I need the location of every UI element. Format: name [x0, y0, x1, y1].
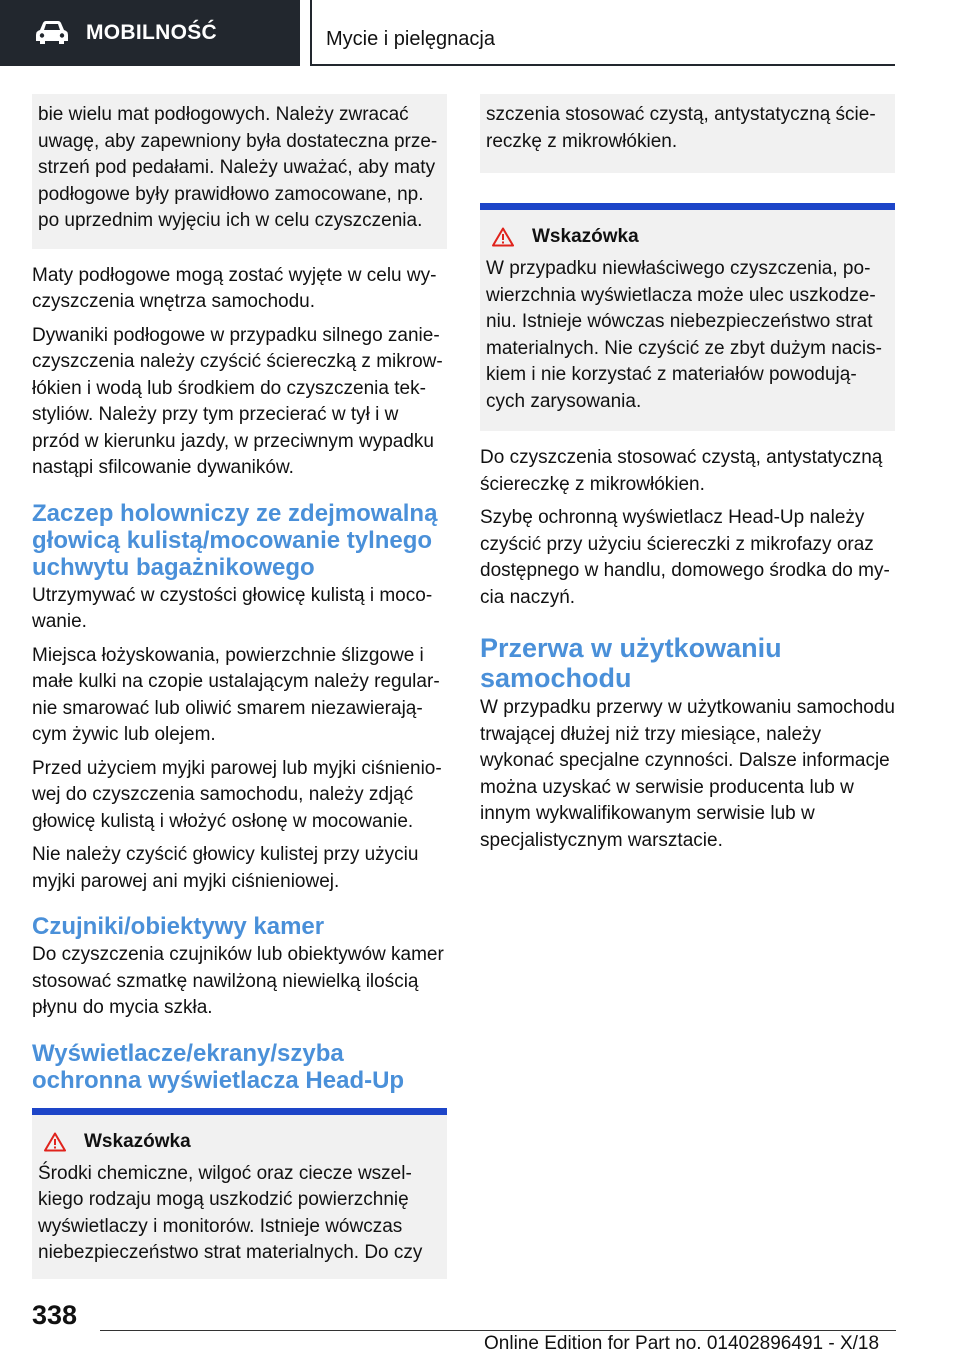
- heading-displays: Wyświetlacze/ekrany/szyba ochronna wyświetlacza Head-Up: [32, 1039, 405, 1094]
- continued-warning-box: [480, 94, 895, 173]
- continued-note-text: bie wielu mat podłogowych. Należy zwracać uwagę, aby zapewniony była dostateczna przestrzeń pod pedałami. Należy uważać, aby maty podłogowe były prawidłowo zamocowane, np. po uprzednim wyjęciu ich w celu czyszczenia.: [38, 104, 438, 231]
- header-chapter-title: Mycie i pielęgnacja: [326, 28, 495, 50]
- paragraph-storage: W przypadku przerwy w użytkowaniu samochodu trwającej dłużej niż trzy miesiące, należy wykonać specjalne czynności. Dalsze informacje można uzyskać w serwisie producenta lub w innym wykwalifikowanym serwisie lub w specjalistycznym warsztacie.: [480, 697, 896, 851]
- warning-title-row-right: [486, 226, 889, 248]
- car-icon: [34, 20, 70, 46]
- heading-tow-hitch: Zaczep holowniczy ze zdejmowalną głowicą kulistą/mocowanie tylnego uchwytu bagażnikowego: [32, 499, 438, 581]
- paragraph-mats-removal: Maty podłogowe mogą zostać wyjęte w celu wyczyszczenia wnętrza samochodu.: [32, 264, 437, 312]
- warning-bar: [32, 1108, 447, 1115]
- left-column: [32, 94, 447, 1279]
- header-divider: [310, 0, 312, 66]
- header-underline: [310, 64, 895, 66]
- warning-triangle-icon: [44, 1132, 66, 1152]
- heading-sensors: Czujniki/obiektywy kamer: [32, 913, 325, 940]
- warning-title-right: Wskazówka: [532, 226, 639, 247]
- warning-box-right: [480, 210, 895, 431]
- footer-edition: Online Edition for Part no. 01402896491 - X/18: [484, 1333, 880, 1354]
- warning-block: [32, 1108, 447, 1279]
- paragraph-display-cleaning: Do czyszczenia stosować czystą, antystatyczną ściereczkę z mikrowłókien.: [480, 447, 883, 495]
- warning-triangle-icon: [492, 227, 514, 247]
- paragraph-tow-4: Nie należy czyścić głowicy kulistej przy użyciu myjki parowej ani myjki ciśnieniowej.: [32, 844, 419, 892]
- warning-text-right: W przypadku niewłaściwego czyszczenia, powierzchnia wyświetlacza może ulec uszkodzeniu. Istnieje wówczas niebezpieczeństwo strat materialnych. Nie czyścić ze zbyt dużym naciskiem i nie korzystać z materiałów powodujących zarysowania.: [486, 258, 882, 412]
- paragraph-mats-cleaning: Dywaniki podłogowe w przypadku silnego zanieczyszczenia należy czyścić ściereczką z mikrowłókien i wodą lub środkiem do czyszczenia tekstyliów. Należy przy tym przecierać w tył i w przód w kierunku jazdy, w przeciwnym wypadku nastąpi sfilcowanie dywaników.: [32, 324, 443, 478]
- heading-storage: Przerwa w użytkowaniu samochodu: [480, 633, 782, 693]
- paragraph-tow-2: Miejsca łożyskowania, powierzchnie ślizgowe i małe kulki na czopie ustalającym należy regularnie smarować lub oliwić smarem niezawierającym żywic lub olejem.: [32, 644, 440, 745]
- warning-title-row: [38, 1131, 441, 1153]
- continued-note-box: [32, 94, 447, 249]
- warning-box: [32, 1115, 447, 1279]
- warning-title: Wskazówka: [84, 1130, 191, 1152]
- paragraph-sensors: Do czyszczenia czujników lub obiektywów kamer stosować szmatkę nawilżoną niewielką ilością płynu do mycia szkła.: [32, 944, 444, 1018]
- header-section-tab: [0, 0, 300, 66]
- page-header: [0, 0, 960, 66]
- continued-warning-text: szczenia stosować czystą, antystatyczną ściereczkę z mikrowłókien.: [486, 104, 876, 152]
- right-column: [480, 94, 895, 861]
- footer-divider: [100, 1330, 896, 1331]
- warning-text: Środki chemiczne, wilgoć oraz ciecze wszelkiego rodzaju mogą uszkodzić powierzchnię wyświetlaczy i monitorów. Istnieje wówczas niebezpieczeństwo strat materialnych. Do czy: [38, 1162, 423, 1263]
- paragraph-headup-cleaning: Szybę ochronną wyświetlacz Head-Up należy czyścić przy użyciu ściereczki z mikrofazy oraz dostępnego w handlu, domowego środka do mycia naczyń.: [480, 507, 890, 608]
- paragraph-tow-1: Utrzymywać w czystości głowicę kulistą i mocowanie.: [32, 584, 433, 632]
- header-section-title: MOBILNOŚĆ: [86, 21, 218, 44]
- page-number: 338: [32, 1300, 78, 1330]
- warning-bar-right: [480, 203, 895, 210]
- paragraph-tow-3: Przed użyciem myjki parowej lub myjki ciśnieniowej do czyszczenia samochodu, należy zdjąć głowicę kulistą i włożyć osłonę w mocowanie.: [32, 757, 442, 832]
- warning-block-right: [480, 203, 895, 431]
